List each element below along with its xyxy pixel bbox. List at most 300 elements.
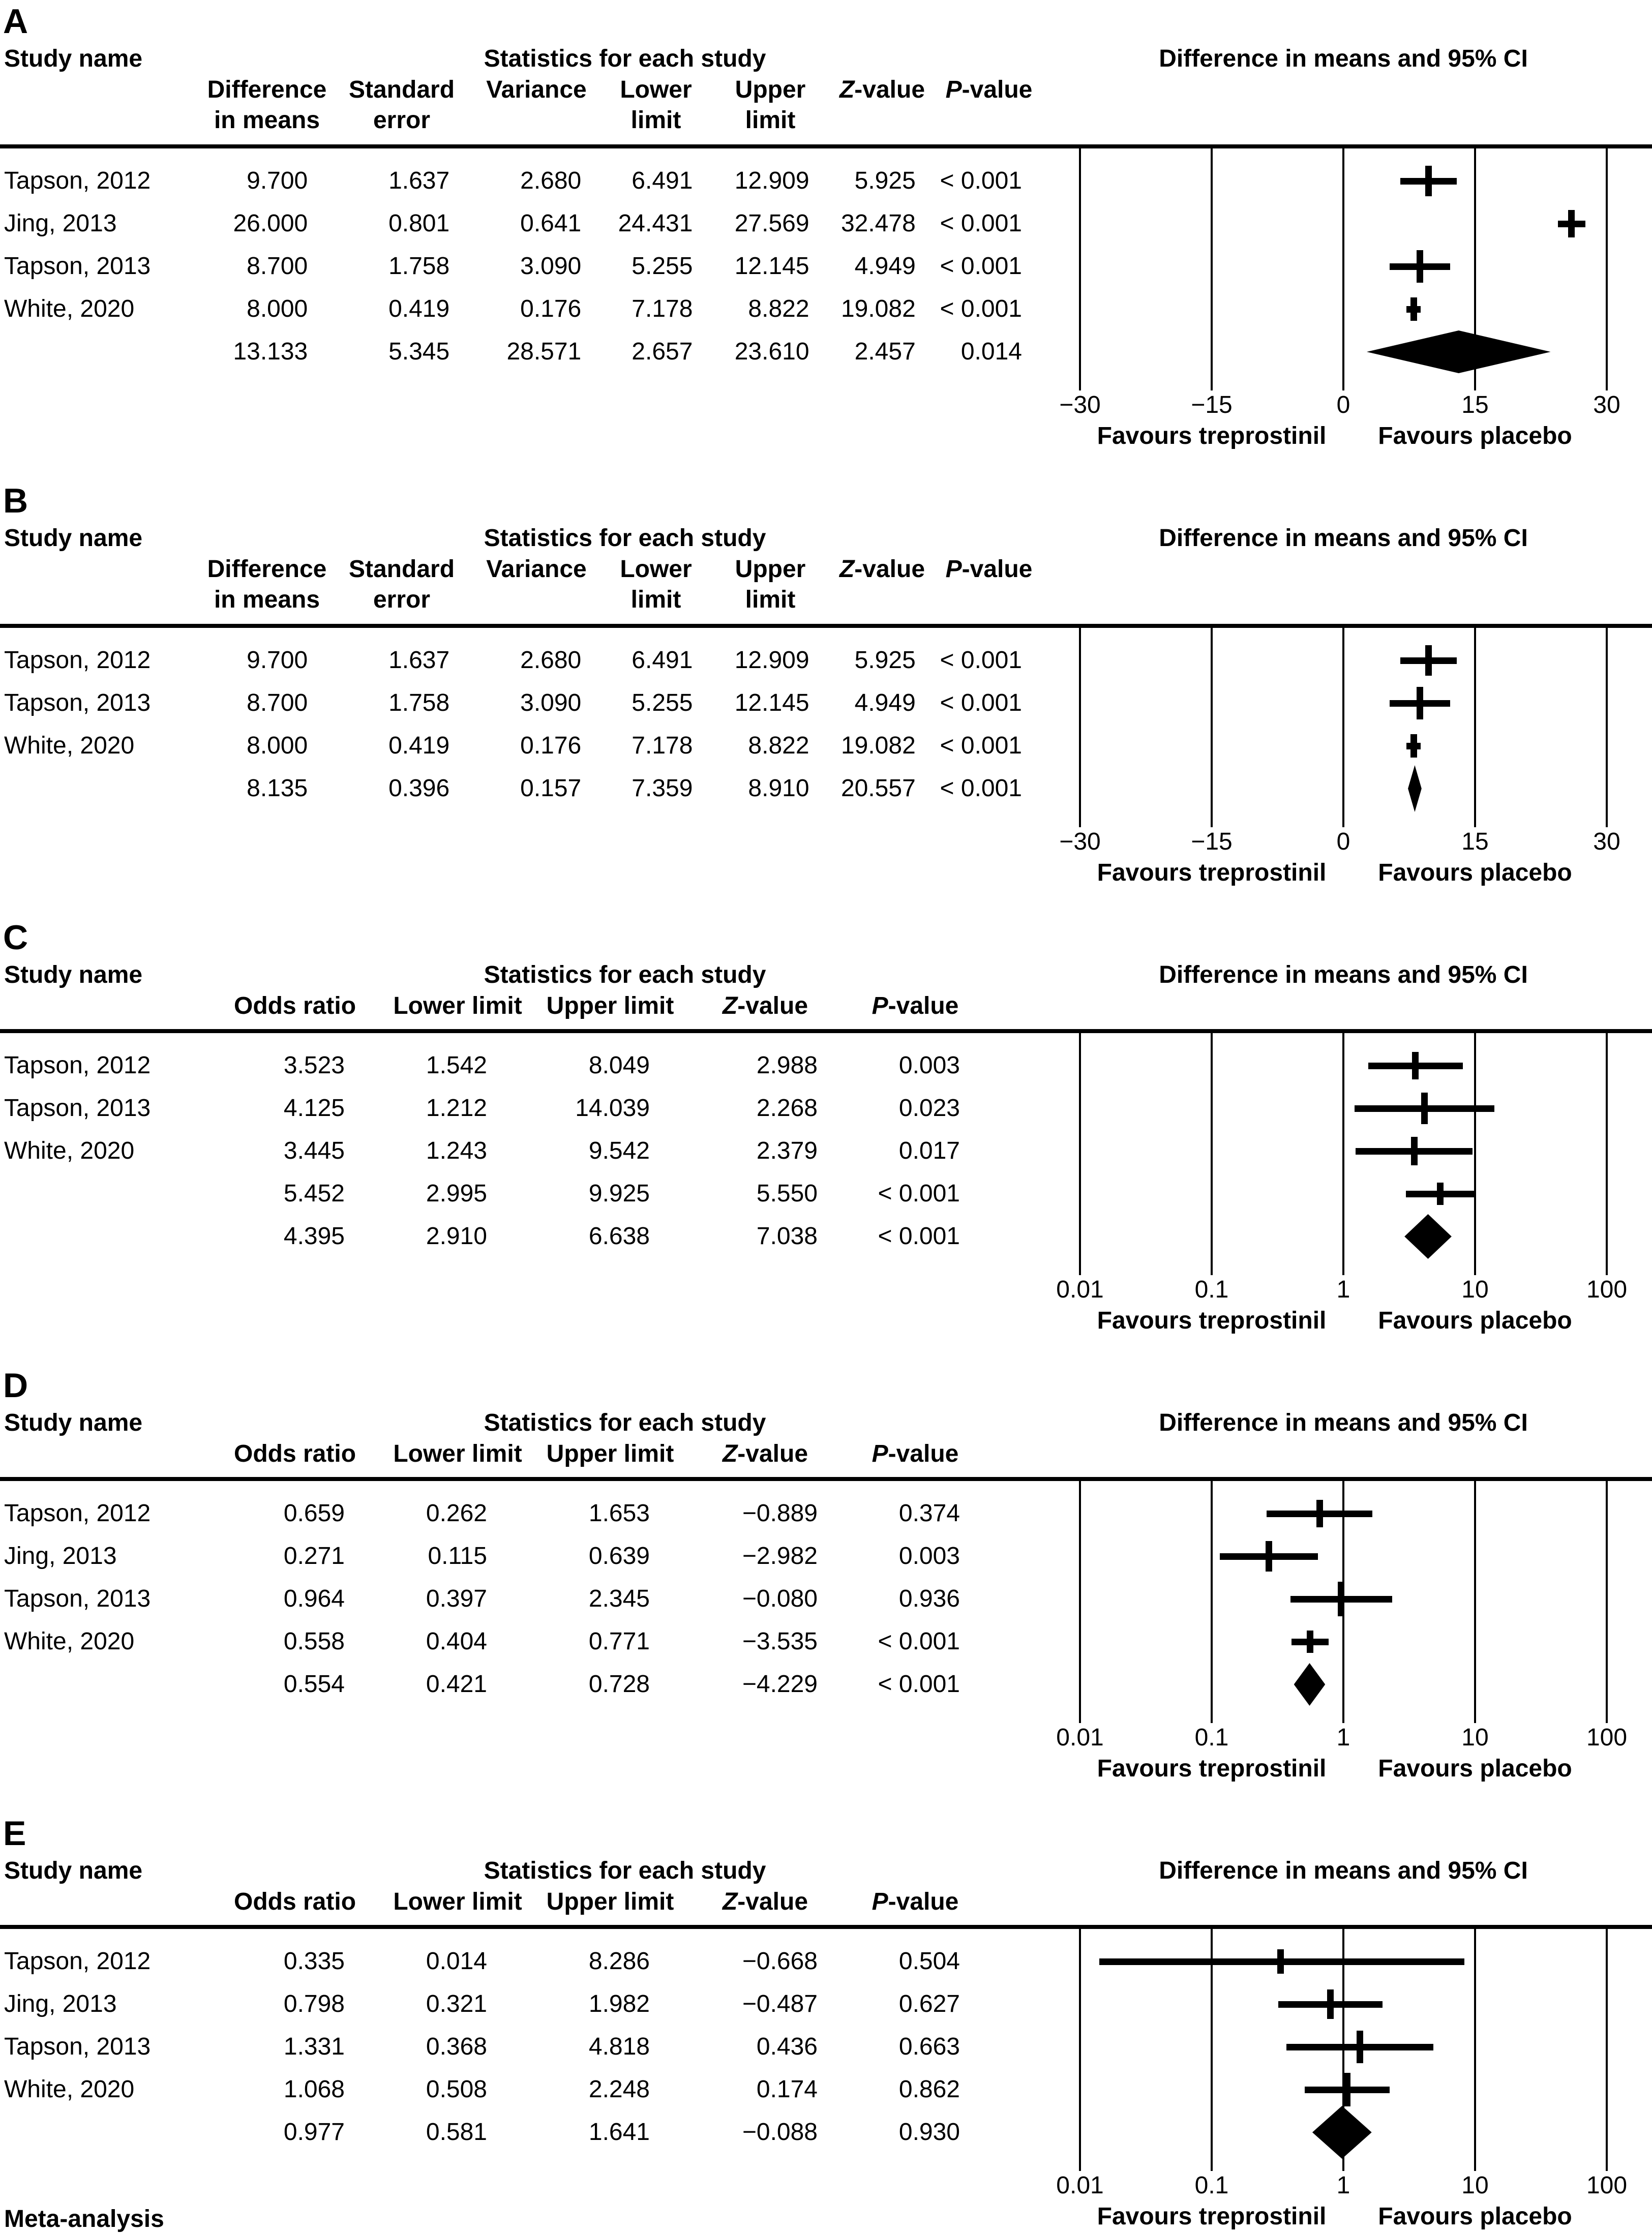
favours-left-label: Favours treprostinil (1097, 1307, 1327, 1334)
study-name-cell (0, 1663, 207, 1706)
column-header-odds-ratio: Odds ratio (233, 1888, 356, 1915)
panel-letter: C (3, 918, 28, 957)
summary-diamond (1404, 1214, 1452, 1259)
value-cell: 8.135 (247, 775, 308, 802)
axis-tick-label: 10 (1461, 1276, 1489, 1303)
table-header (0, 1855, 1042, 1917)
value-cell: 4.395 (283, 1223, 345, 1250)
stats-header: Statistics for each study (484, 1409, 766, 1436)
plot-field (1042, 1033, 1652, 1275)
column-header-standard: Standard (348, 76, 455, 103)
value-cell: 1.758 (388, 253, 450, 280)
study-name-header: Study name (4, 961, 143, 988)
value-cell: 1.758 (388, 689, 450, 716)
table-row (0, 330, 1042, 373)
value-cell: 4.818 (588, 2033, 650, 2060)
axis-gridline (1342, 1033, 1344, 1275)
header-row-1 (0, 959, 1042, 991)
favours-right-label: Favours placebo (1378, 1755, 1572, 1782)
value-cell: 26.000 (233, 210, 308, 237)
value-cell: 8.822 (748, 732, 809, 759)
column-header-z-value: Z-value (839, 556, 925, 583)
value-cell: 7.178 (632, 295, 693, 322)
table-row (0, 2026, 1042, 2068)
axis-gridline (1474, 1481, 1476, 1723)
value-cell: 0.977 (283, 2119, 345, 2146)
header-spacer (0, 75, 203, 105)
point-estimate-marker (1568, 210, 1575, 237)
table-row (0, 767, 1042, 810)
plot-title: Difference in means and 95% CI (1159, 525, 1528, 552)
value-cell: 2.680 (520, 167, 582, 194)
panel-header (0, 43, 1652, 136)
axis-tick-labels (1056, 1275, 1628, 1305)
axis-tick-label: 0.01 (1056, 1276, 1104, 1303)
summary-diamond (1294, 1663, 1326, 1706)
column-header-line2 (829, 584, 936, 616)
value-cell: −0.889 (742, 1500, 818, 1527)
value-cell: 8.000 (247, 295, 308, 322)
column-header-lower: Lower (620, 76, 692, 103)
table-row (0, 1087, 1042, 1130)
table-row (0, 1492, 1042, 1535)
header-spacer (0, 555, 203, 584)
table-row (0, 202, 1042, 245)
meta-analysis-label: Meta-analysis (4, 2206, 164, 2232)
value-cell: 23.610 (734, 338, 809, 365)
value-cell: −3.535 (742, 1628, 818, 1655)
panel-D (0, 1364, 1652, 1785)
column-header-line2: limit (630, 586, 681, 613)
panel-B (0, 479, 1652, 889)
point-estimate-marker (1425, 645, 1432, 676)
axis-tick-label: 30 (1593, 391, 1620, 418)
value-cell: −0.080 (742, 1585, 818, 1612)
table-row (0, 2111, 1042, 2154)
table-row (0, 2068, 1042, 2111)
value-cell: 0.271 (283, 1543, 345, 1570)
study-name-cell: Jing, 2013 (4, 1543, 117, 1570)
value-cell: 0.397 (426, 1585, 487, 1612)
study-name-cell: White, 2020 (4, 295, 135, 322)
favours-right-label: Favours placebo (1378, 1307, 1572, 1334)
value-cell: 0.639 (588, 1543, 650, 1570)
panel-letter: D (3, 1366, 28, 1405)
stats-header: Statistics for each study (484, 525, 766, 552)
value-cell: 8.700 (247, 253, 308, 280)
stats-header: Statistics for each study (484, 961, 766, 988)
value-cell: 1.212 (426, 1095, 487, 1122)
column-header-p-value: P-value (945, 76, 1033, 103)
table-row (0, 1983, 1042, 2026)
study-name-header: Study name (4, 45, 143, 72)
column-header-difference: Difference (207, 76, 327, 103)
value-cell: 8.822 (748, 295, 809, 322)
value-cell: 0.771 (588, 1628, 650, 1655)
value-cell: 19.082 (840, 295, 916, 322)
plot-header (1042, 522, 1652, 616)
value-cell: 7.178 (632, 732, 693, 759)
study-name-cell: Tapson, 2013 (4, 1585, 151, 1612)
value-cell: 13.133 (233, 338, 308, 365)
value-cell: < 0.001 (940, 167, 1022, 194)
value-cell: 0.115 (428, 1543, 487, 1570)
value-cell: 8.286 (588, 1948, 650, 1975)
value-cell: 5.550 (756, 1180, 818, 1207)
favours-right-label: Favours placebo (1378, 423, 1572, 449)
value-cell: 12.909 (734, 647, 809, 674)
value-cell: 1.331 (283, 2033, 345, 2060)
study-name-cell (0, 767, 206, 810)
value-cell: 0.003 (898, 1543, 960, 1570)
axis-gridline (1606, 148, 1608, 390)
axis-gridline (1606, 1033, 1608, 1275)
axis-tick-label: −30 (1059, 828, 1101, 855)
study-name-cell: Tapson, 2012 (4, 1500, 151, 1527)
value-cell: 5.452 (283, 1180, 345, 1207)
plot-area (1080, 148, 1607, 390)
value-cell: 0.862 (898, 2076, 960, 2103)
value-cell: 1.243 (426, 1137, 487, 1164)
header-row-2 (0, 555, 1042, 584)
value-cell: 5.925 (854, 647, 916, 674)
value-cell: 2.268 (756, 1095, 818, 1122)
table-rows (0, 1033, 1042, 1258)
value-cell: −0.088 (742, 2119, 818, 2146)
study-name-cell (0, 1172, 207, 1215)
study-name-cell: Tapson, 2013 (4, 1095, 151, 1122)
point-estimate-marker (1421, 1093, 1428, 1124)
summary-diamond (1408, 765, 1422, 812)
panel-header (0, 959, 1652, 1021)
point-estimate-marker (1417, 687, 1423, 719)
axis-tick-label: 1 (1336, 1724, 1350, 1751)
value-cell: 3.445 (283, 1137, 345, 1164)
panel-letter: B (3, 481, 28, 520)
axis-gridline (1211, 1033, 1213, 1275)
panel-body (0, 148, 1652, 452)
plot-title: Difference in means and 95% CI (1159, 961, 1528, 988)
panel-body (0, 1929, 1652, 2233)
axis-gridline (1079, 1929, 1081, 2171)
forest-plot (1042, 1481, 1652, 1785)
panel-E (0, 1812, 1652, 2233)
header-row-1 (0, 522, 1042, 555)
header-row-2 (0, 991, 1042, 1021)
value-cell: 0.176 (520, 732, 582, 759)
study-name-cell: Jing, 2013 (4, 210, 117, 237)
column-header-z-value: Z-value (722, 1440, 808, 1467)
axis-tick-label: 1 (1336, 2172, 1350, 2199)
favours-right-label: Favours placebo (1378, 2203, 1572, 2230)
header-spacer (0, 105, 203, 136)
value-cell: 12.145 (734, 253, 809, 280)
header-spacer (0, 1439, 203, 1469)
column-header-odds-ratio: Odds ratio (233, 1440, 356, 1467)
axis-tick-label: −30 (1059, 391, 1101, 418)
plot-field (1042, 1481, 1652, 1723)
value-cell: 0.798 (283, 1990, 345, 2017)
axis-tick-label: 100 (1586, 1724, 1628, 1751)
study-name-cell: White, 2020 (4, 732, 135, 759)
value-cell: 1.653 (588, 1500, 650, 1527)
value-cell: 5.255 (632, 253, 693, 280)
table-header (0, 959, 1042, 1021)
value-cell: 7.359 (632, 775, 693, 802)
axis-tick-label: 0.1 (1194, 1276, 1229, 1303)
value-cell: 1.982 (588, 1990, 650, 2017)
point-estimate-marker (1338, 1582, 1344, 1616)
column-header-line2 (936, 584, 1042, 616)
value-cell: 0.554 (283, 1671, 345, 1698)
header-divider-rule (0, 624, 1652, 628)
panel-body (0, 1033, 1652, 1337)
table-row (0, 682, 1042, 725)
value-cell: 14.039 (575, 1095, 650, 1122)
forest-plot (1042, 628, 1652, 889)
value-cell: −2.982 (742, 1543, 818, 1570)
value-cell: 8.700 (247, 689, 308, 716)
point-estimate-marker (1316, 1500, 1323, 1527)
header-row-3 (0, 584, 1042, 616)
header-row-1 (0, 1407, 1042, 1439)
point-estimate-marker (1425, 166, 1432, 196)
value-cell: −0.668 (742, 1948, 818, 1975)
value-cell: 2.379 (756, 1137, 818, 1164)
value-cell: 4.949 (854, 253, 916, 280)
axis-gridline (1211, 1481, 1213, 1723)
value-cell: 0.321 (426, 1990, 487, 2017)
plot-area (1080, 1929, 1607, 2171)
table-row (0, 639, 1042, 682)
study-name-cell: White, 2020 (4, 1628, 135, 1655)
value-cell: 9.925 (588, 1180, 650, 1207)
table-row (0, 1940, 1042, 1983)
study-name-cell: Tapson, 2012 (4, 167, 151, 194)
stats-header: Statistics for each study (484, 1857, 766, 1884)
value-cell: 0.176 (520, 295, 582, 322)
value-cell: 0.157 (520, 775, 582, 802)
axis-tick-labels (1056, 2171, 1628, 2200)
favours-left-label: Favours treprostinil (1097, 2203, 1327, 2230)
table-row (0, 1044, 1042, 1087)
axis-gridline (1079, 1481, 1081, 1723)
header-spacer (0, 584, 203, 616)
axis-tick-labels (1059, 827, 1620, 857)
column-header-p-value: P-value (872, 1888, 959, 1915)
header-divider-rule (0, 1477, 1652, 1481)
column-header-odds-ratio: Odds ratio (233, 992, 356, 1019)
column-header-upper: Upper (735, 76, 806, 103)
value-cell: 0.930 (898, 2119, 960, 2146)
column-header-line2: error (373, 107, 431, 134)
header-row-1 (0, 43, 1042, 75)
value-cell: 0.436 (756, 2033, 818, 2060)
point-estimate-marker (1357, 2031, 1363, 2063)
point-estimate-marker (1410, 734, 1417, 758)
value-cell: 19.082 (840, 732, 916, 759)
stats-header: Statistics for each study (484, 45, 766, 72)
axis-tick-label: 10 (1461, 2172, 1489, 2199)
header-spacer (0, 1887, 203, 1917)
column-header-difference: Difference (207, 556, 327, 583)
value-cell: 0.174 (756, 2076, 818, 2103)
header-divider-rule (0, 1029, 1652, 1033)
study-name-cell: Tapson, 2012 (4, 1052, 151, 1079)
plot-header (1042, 959, 1652, 1021)
axis-tick-labels (1059, 390, 1620, 420)
panel-A (0, 0, 1652, 452)
study-name-cell (0, 1215, 207, 1258)
value-cell: 0.368 (426, 2033, 487, 2060)
plot-field (1042, 148, 1652, 390)
value-cell: < 0.001 (878, 1180, 960, 1207)
axis-tick-label: 100 (1586, 2172, 1628, 2199)
table-row (0, 725, 1042, 767)
value-cell: < 0.001 (878, 1223, 960, 1250)
favours-labels (1080, 1305, 1607, 1337)
value-cell: 0.641 (520, 210, 582, 237)
point-estimate-marker (1277, 1949, 1284, 1974)
value-cell: 28.571 (506, 338, 582, 365)
column-header-p-value: P-value (945, 556, 1033, 583)
panel-header (0, 1855, 1652, 1917)
value-cell: 0.374 (898, 1500, 960, 1527)
axis-tick-labels (1056, 1723, 1628, 1753)
column-header-line2: in means (214, 586, 320, 613)
value-cell: 1.637 (388, 647, 450, 674)
value-cell: < 0.001 (940, 253, 1022, 280)
axis-tick-label: −15 (1191, 828, 1233, 855)
value-cell: 2.910 (426, 1223, 487, 1250)
table-row (0, 1130, 1042, 1172)
table-row (0, 1578, 1042, 1620)
column-header-line2: error (373, 586, 431, 613)
column-header-upper-limit: Upper limit (546, 1888, 674, 1915)
value-cell: 2.680 (520, 647, 582, 674)
value-cell: 0.964 (283, 1585, 345, 1612)
table-rows (0, 628, 1042, 810)
value-cell: < 0.001 (940, 295, 1022, 322)
header-divider-rule (0, 1925, 1652, 1929)
value-cell: 20.557 (840, 775, 916, 802)
summary-diamond (1367, 330, 1551, 373)
column-header-upper: Upper (735, 556, 806, 583)
plot-header (1042, 43, 1652, 136)
column-header-line2: in means (214, 107, 320, 134)
study-name-cell: White, 2020 (4, 1137, 135, 1164)
column-header-line2 (473, 105, 600, 136)
point-estimate-marker (1266, 1541, 1272, 1572)
table-row (0, 288, 1042, 330)
value-cell: 2.248 (588, 2076, 650, 2103)
value-cell: 8.910 (748, 775, 809, 802)
plot-field (1042, 628, 1652, 827)
value-cell: 2.345 (588, 1585, 650, 1612)
value-cell: < 0.001 (940, 732, 1022, 759)
value-cell: 0.936 (898, 1585, 960, 1612)
value-cell: 2.995 (426, 1180, 487, 1207)
axis-gridline (1211, 1929, 1213, 2171)
plot-header (1042, 1407, 1652, 1469)
panel-letter: E (3, 1814, 26, 1853)
value-cell: 4.949 (854, 689, 916, 716)
value-cell: 0.581 (426, 2119, 487, 2146)
axis-gridline (1079, 148, 1081, 390)
axis-tick-label: −15 (1191, 391, 1233, 418)
column-header-p-value: P-value (872, 1440, 959, 1467)
forest-plot (1042, 1929, 1652, 2233)
plot-field (1042, 1929, 1652, 2171)
summary-diamond (1312, 2106, 1372, 2159)
value-cell: 0.419 (388, 732, 450, 759)
value-cell: 1.641 (588, 2119, 650, 2146)
value-cell: 0.262 (426, 1500, 487, 1527)
point-estimate-marker (1327, 1989, 1334, 2019)
study-name-cell (0, 2111, 207, 2154)
axis-tick-label: 0.1 (1194, 1724, 1229, 1751)
axis-gridline (1474, 1033, 1476, 1275)
panel-header (0, 522, 1652, 616)
column-header-line2: limit (745, 586, 796, 613)
axis-gridline (1079, 1033, 1081, 1275)
column-header-upper-limit: Upper limit (546, 992, 674, 1019)
table-header (0, 522, 1042, 616)
value-cell: 12.145 (734, 689, 809, 716)
value-cell: 9.542 (588, 1137, 650, 1164)
table-row (0, 1620, 1042, 1663)
value-cell: 6.491 (632, 647, 693, 674)
axis-tick-label: 0.01 (1056, 1724, 1104, 1751)
value-cell: 0.421 (426, 1671, 487, 1698)
column-header-lower-limit: Lower limit (393, 992, 522, 1019)
point-estimate-marker (1344, 2073, 1350, 2106)
study-name-cell: Jing, 2013 (4, 1990, 117, 2017)
favours-right-label: Favours placebo (1378, 859, 1572, 886)
axis-gridline (1606, 628, 1608, 827)
study-name-cell: Tapson, 2012 (4, 647, 151, 674)
value-cell: 0.508 (426, 2076, 487, 2103)
value-cell: 0.627 (898, 1990, 960, 2017)
value-cell: < 0.001 (940, 775, 1022, 802)
header-row-1 (0, 1855, 1042, 1887)
study-name-cell (0, 330, 206, 373)
axis-tick-label: 0 (1336, 828, 1350, 855)
panel-body (0, 1481, 1652, 1785)
value-cell: 8.049 (588, 1052, 650, 1079)
value-cell: 1.637 (388, 167, 450, 194)
favours-labels (1080, 2200, 1607, 2233)
table-row (0, 245, 1042, 288)
plot-area (1080, 1481, 1607, 1723)
table-row (0, 1535, 1042, 1578)
favours-labels (1080, 1753, 1607, 1785)
favours-left-label: Favours treprostinil (1097, 859, 1327, 886)
value-cell: < 0.001 (878, 1628, 960, 1655)
value-cell: 9.700 (247, 167, 308, 194)
table-rows (0, 148, 1042, 373)
axis-gridline (1474, 1929, 1476, 2171)
column-header-line2: limit (630, 107, 681, 134)
table-row (0, 160, 1042, 202)
column-header-upper-limit: Upper limit (546, 1440, 674, 1467)
axis-tick-label: 100 (1586, 1276, 1628, 1303)
table-row (0, 1663, 1042, 1706)
axis-tick-label: 15 (1461, 391, 1489, 418)
value-cell: 0.419 (388, 295, 450, 322)
study-name-header: Study name (4, 1409, 143, 1436)
value-cell: 0.335 (283, 1948, 345, 1975)
